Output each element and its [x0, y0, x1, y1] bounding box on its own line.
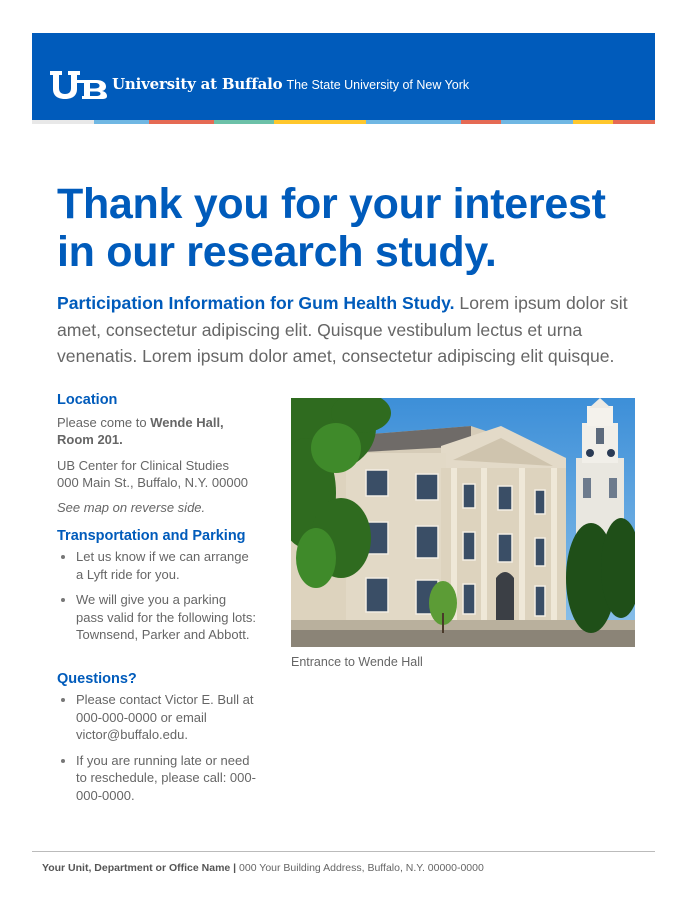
stripe-segment [274, 120, 366, 124]
bullet-icon [61, 698, 65, 702]
location-come-prefix: Please come to [57, 415, 151, 430]
list-item [57, 591, 257, 644]
building-image [291, 398, 635, 647]
ub-monogram-icon [50, 71, 108, 99]
intro-body: Lorem ipsum dolor sit amet, consectetur adipiscing elit. Quisque vestibulum lectus et urna venenatis. Lorem ipsum dolor amet, consectetur adipiscing elit quisque. [57, 293, 628, 366]
location-center: UB Center for Clinical Studies [57, 458, 229, 473]
footer-divider [32, 851, 655, 852]
stripe-segment [94, 120, 149, 124]
transport-list [57, 548, 257, 644]
stripe-segment [461, 120, 501, 124]
list-item-text: We will give you a parking pass valid for the following lots: Townsend, Parker and Abbott. [76, 592, 256, 642]
title-line-1: Thank you for your interest [57, 180, 606, 228]
questions-section [57, 670, 257, 804]
stripe-segment [32, 120, 94, 124]
location-section [57, 391, 257, 516]
location-address: 000 Main St., Buffalo, N.Y. 00000 [57, 475, 249, 490]
location-map-note: See map on reverse side. [57, 500, 206, 515]
location-heading: Location [57, 392, 118, 408]
wende-hall-photo [291, 398, 635, 647]
stripe-segment [613, 120, 655, 124]
list-item-text: Please contact Victor E. Bull at 000-000-0000 or email victor@buffalo.edu. [76, 692, 254, 742]
list-item [57, 548, 257, 583]
footer-address: 000 Your Building Address, Buffalo, N.Y. 00000-0000 [236, 862, 484, 874]
questions-heading: Questions? [57, 671, 137, 687]
transport-heading: Transportation and Parking [57, 528, 246, 544]
university-tagline: The State University of New York [286, 78, 470, 92]
stripe-segment [573, 120, 613, 124]
page-title [57, 180, 606, 276]
intro-lead: Participation Information for Gum Health Study. [57, 293, 455, 313]
stripe-segment [214, 120, 274, 124]
university-wordmark [112, 75, 469, 94]
stripe-segment [501, 120, 573, 124]
bullet-icon [61, 555, 65, 559]
header-banner [32, 33, 655, 120]
location-room: Wende Hall, Room 201. [57, 415, 224, 447]
transport-section [57, 527, 257, 644]
footer [42, 862, 484, 874]
bullet-icon [61, 598, 65, 602]
photo-caption: Entrance to Wende Hall [291, 655, 423, 669]
color-stripe [32, 120, 655, 124]
footer-unit: Your Unit, Department or Office Name | [42, 862, 237, 874]
list-item [57, 752, 257, 805]
questions-list [57, 691, 257, 804]
list-item [57, 691, 257, 744]
title-line-2: in our research study. [57, 228, 497, 276]
list-item-text: If you are running late or need to reschedule, please call: 000-000-0000. [76, 752, 256, 803]
stripe-segment [366, 120, 461, 124]
list-item-text: Let us know if we can arrange a Lyft ride for you. [76, 549, 249, 582]
bullet-icon [61, 759, 65, 763]
intro-paragraph [57, 290, 637, 370]
stripe-segment [149, 120, 214, 124]
location-room-text [57, 414, 257, 448]
university-name: University at Buffalo [112, 75, 283, 93]
